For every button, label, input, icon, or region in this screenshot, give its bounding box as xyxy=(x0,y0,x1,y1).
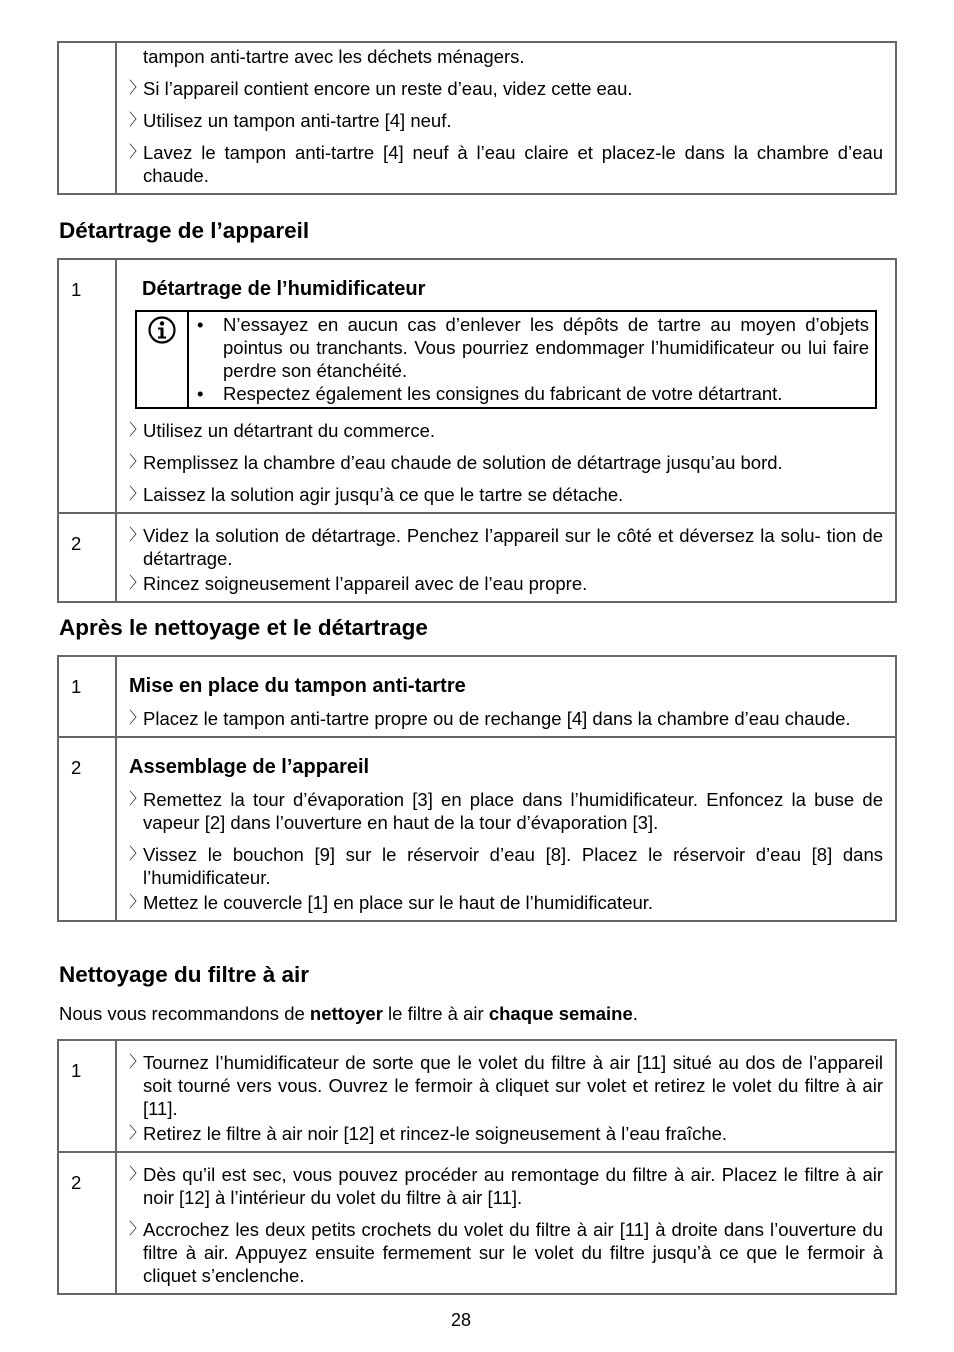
table-row xyxy=(58,259,896,513)
step-number: 1 xyxy=(58,656,116,737)
list-item: 〉 Placez le tampon anti-tartre propre ou de rechange [4] dans la chambre d’eau chaude. xyxy=(129,708,851,729)
table-row xyxy=(58,737,896,921)
arrow-icon: 〉 xyxy=(129,791,146,808)
step-number: 2 xyxy=(58,1152,116,1294)
step-number: 1 xyxy=(58,1040,116,1152)
note-box xyxy=(135,310,877,409)
step-title: Assemblage de l’appareil xyxy=(129,756,370,778)
filtre-table xyxy=(57,1039,897,1295)
step-body-cell xyxy=(116,259,896,513)
table-row xyxy=(58,1152,896,1294)
bullet-icon: • xyxy=(197,383,204,404)
list-item: 〉 Lavez le tampon anti-tartre [4] neuf à l’eau claire et placez-le dans la chambre d’eau chaude. xyxy=(129,142,883,186)
step-number: 2 xyxy=(58,513,116,602)
arrow-icon: 〉 xyxy=(129,846,146,863)
intro-text: Nous vous recommandons de nettoyer le filtre à air chaque semaine. xyxy=(59,1003,638,1024)
step-body-cell xyxy=(116,737,896,921)
step-number: 1 xyxy=(58,259,116,513)
list-item: 〉 Dès qu’il est sec, vous pouvez procéder au remontage du filtre à air. Placez le filtre à air noir [12] à l’intérieur du volet du filtre à air [11]. xyxy=(129,1164,883,1208)
list-item: 〉 Utilisez un détartrant du commerce. xyxy=(129,420,436,441)
step-body-cell xyxy=(116,1152,896,1294)
arrow-icon: 〉 xyxy=(129,422,146,439)
section-heading-filtre: Nettoyage du filtre à air xyxy=(59,962,310,987)
arrow-icon: 〉 xyxy=(129,486,146,503)
table-row xyxy=(58,42,896,194)
arrow-icon: 〉 xyxy=(129,112,146,129)
info-icon xyxy=(147,315,177,345)
apres-table xyxy=(57,655,897,922)
note-bullet: • Respectez également les consignes du fabricant de votre détartrant. xyxy=(197,383,783,404)
list-item: 〉 Rincez soigneusement l’appareil avec de l’eau propre. xyxy=(129,573,588,594)
step-number-cell xyxy=(58,42,116,194)
arrow-icon: 〉 xyxy=(129,710,146,727)
list-item: 〉 Retirez le filtre à air noir [12] et rincez-le soigneusement à l’eau fraîche. xyxy=(129,1123,728,1144)
list-item: tampon anti-tartre avec les déchets ménagers. xyxy=(143,46,525,67)
list-item: 〉 Laissez la solution agir jusqu’à ce que le tartre se détache. xyxy=(129,484,624,505)
bullet-icon: • xyxy=(197,314,204,335)
arrow-icon: 〉 xyxy=(129,1221,146,1238)
arrow-icon: 〉 xyxy=(129,527,146,544)
list-item: 〉 Remettez la tour d’évaporation [3] en place dans l’humidificateur. Enfoncez la buse de vapeur [2] dans l’ouverture en haut de la tour d’évaporation [3]. xyxy=(129,789,883,833)
page-number: 28 xyxy=(450,1310,472,1330)
arrow-icon: 〉 xyxy=(129,894,146,911)
list-item: 〉 Accrochez les deux petits crochets du volet du filtre à air [11] à droite dans l’ouverture du filtre à air. Appuyez ensuite fermement sur le volet du filtre jusqu’à ce que le fermoir à cliquet s’enclenche. xyxy=(129,1219,883,1286)
arrow-icon: 〉 xyxy=(129,1125,146,1142)
step-number: 2 xyxy=(58,737,116,921)
list-item: 〉 Remplissez la chambre d’eau chaude de solution de détartrage jusqu’au bord. xyxy=(129,452,783,473)
step-body-cell xyxy=(116,42,896,194)
arrow-icon: 〉 xyxy=(129,575,146,592)
list-item: 〉 Utilisez un tampon anti-tartre [4] neuf. xyxy=(129,110,452,131)
step-title: Mise en place du tampon anti-tartre xyxy=(129,675,466,697)
table-row xyxy=(58,1040,896,1152)
table-row xyxy=(58,513,896,602)
note-bullet: • N’essayez en aucun cas d’enlever les dépôts de tartre au moyen d’objets pointus ou tranchants. Vous pourriez endommager l’humidificateur ou lui faire perdre son étanchéité. xyxy=(197,314,869,381)
arrow-icon: 〉 xyxy=(129,144,146,161)
step-body-cell xyxy=(116,1040,896,1152)
list-item: 〉 Videz la solution de détartrage. Penchez l’appareil sur le côté et déversez la solu- tion de détartrage. xyxy=(129,525,883,569)
step-body-cell xyxy=(116,513,896,602)
arrow-icon: 〉 xyxy=(129,454,146,471)
list-item: 〉 Vissez le bouchon [9] sur le réservoir d’eau [8]. Placez le réservoir d’eau [8] dans l’humidificateur. xyxy=(129,844,883,888)
continuation-table xyxy=(57,41,897,195)
list-item: 〉 Tournez l’humidificateur de sorte que le volet du filtre à air [11] situé au dos de l’appareil soit tourné vers vous. Ouvrez le fermoir à cliquet sur volet et retirez le volet du filtre à air [11]. xyxy=(129,1052,883,1119)
section-heading-apres: Après le nettoyage et le détartrage xyxy=(59,615,428,640)
table-row xyxy=(58,656,896,737)
arrow-icon: 〉 xyxy=(129,1166,146,1183)
arrow-icon: 〉 xyxy=(129,1054,146,1071)
list-item: 〉 Si l’appareil contient encore un reste d’eau, videz cette eau. xyxy=(129,78,633,99)
list-item: 〉 Mettez le couvercle [1] en place sur le haut de l’humidificateur. xyxy=(129,892,654,913)
step-body-cell xyxy=(116,656,896,737)
step-title: Détartrage de l’humidificateur xyxy=(142,278,426,300)
section-heading-detartrage: Détartrage de l’appareil xyxy=(59,218,310,243)
arrow-icon: 〉 xyxy=(129,80,146,97)
detartrage-table xyxy=(57,258,897,603)
